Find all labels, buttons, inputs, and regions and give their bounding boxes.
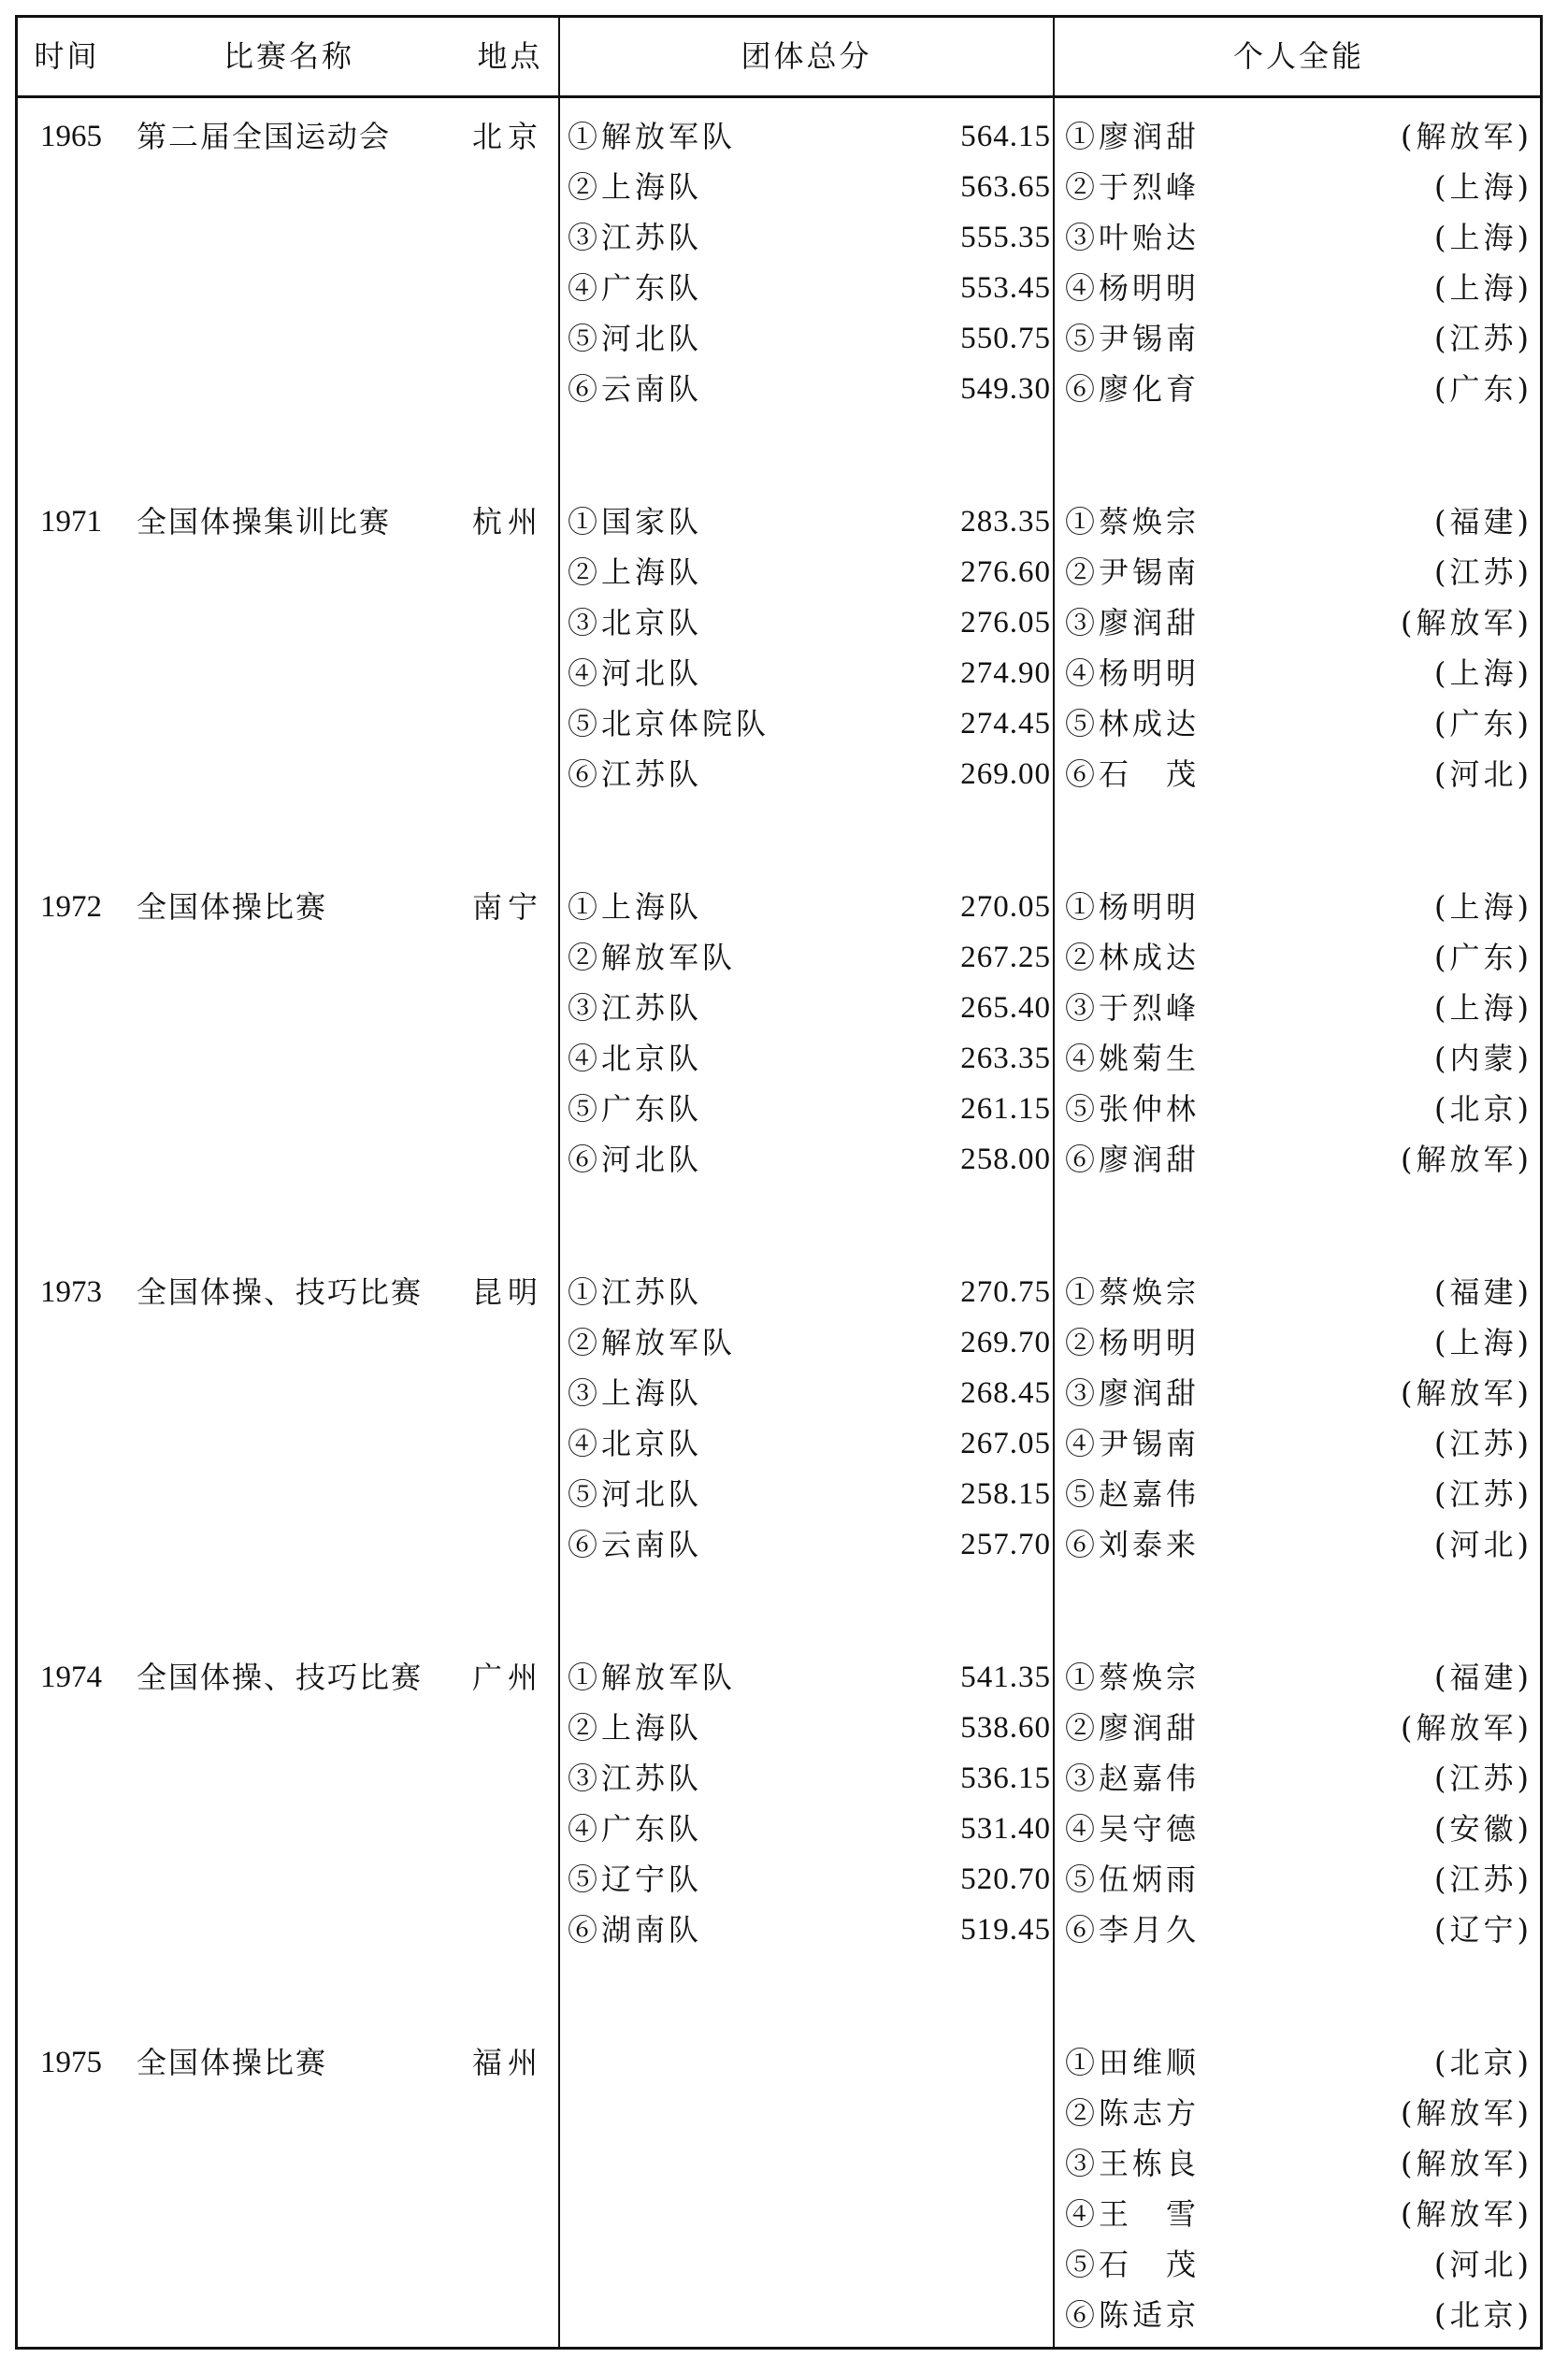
- team-name: ③江苏队: [568, 220, 703, 255]
- athlete-name: ④杨明明: [1065, 655, 1201, 691]
- athlete-team: (解放军): [1401, 1375, 1532, 1411]
- team-score: 257.70: [960, 1528, 1051, 1561]
- athlete-team: (江苏): [1434, 1426, 1532, 1461]
- athlete-team: (河北): [1434, 2247, 1532, 2282]
- athlete-team: (辽宁): [1434, 1912, 1532, 1948]
- athlete-name: ⑤赵嘉伟: [1065, 1476, 1201, 1512]
- team-name: ⑥江苏队: [568, 756, 703, 792]
- athlete-team: (内蒙): [1434, 1041, 1532, 1076]
- team-score: 267.25: [960, 941, 1051, 974]
- header-location: 地点: [477, 38, 543, 74]
- athlete-name: ①蔡焕宗: [1065, 1660, 1201, 1695]
- athlete-team: (解放军): [1401, 605, 1532, 640]
- team-name: ②解放军队: [568, 1325, 737, 1360]
- competition-name: 全国体操集训比赛: [137, 504, 392, 539]
- athlete-team: (上海): [1434, 169, 1532, 205]
- team-score: 274.90: [960, 656, 1051, 690]
- team-score: 276.60: [960, 555, 1051, 589]
- athlete-name: ⑥廖润甜: [1065, 1142, 1201, 1177]
- team-name: ③江苏队: [568, 1761, 703, 1796]
- athlete-team: (江苏): [1434, 1476, 1532, 1512]
- team-score: 258.00: [960, 1143, 1051, 1176]
- athlete-name: ②陈志方: [1065, 2095, 1201, 2131]
- athlete-name: ①杨明明: [1065, 889, 1201, 925]
- athlete-team: (河北): [1434, 1527, 1532, 1562]
- team-name: ③北京队: [568, 605, 703, 640]
- team-score: 263.35: [960, 1042, 1051, 1075]
- competition-year: 1972: [40, 890, 102, 924]
- team-score: 269.00: [960, 757, 1051, 791]
- team-score: 531.40: [960, 1812, 1051, 1846]
- athlete-team: (上海): [1434, 990, 1532, 1026]
- team-score: 268.45: [960, 1376, 1051, 1410]
- athlete-team: (上海): [1434, 889, 1532, 925]
- team-name: ①江苏队: [568, 1274, 703, 1310]
- team-score: 563.65: [960, 170, 1051, 204]
- team-name: ②上海队: [568, 554, 703, 590]
- athlete-name: ⑥廖化育: [1065, 371, 1201, 407]
- team-name: ②上海队: [568, 169, 703, 205]
- team-name: ⑤北京体院队: [568, 706, 770, 741]
- competition-name: 全国体操、技巧比赛: [137, 1274, 424, 1310]
- athlete-team: (江苏): [1434, 554, 1532, 590]
- competition-location: 广州: [472, 1660, 544, 1695]
- team-score: 536.15: [960, 1761, 1051, 1795]
- team-name: ④河北队: [568, 655, 703, 691]
- team-score: 549.30: [960, 372, 1051, 406]
- team-name: ⑤河北队: [568, 321, 703, 356]
- team-score: 267.05: [960, 1427, 1051, 1460]
- athlete-name: ③廖润甜: [1065, 1375, 1201, 1411]
- team-score: 550.75: [960, 322, 1051, 355]
- team-name: ⑤广东队: [568, 1091, 703, 1127]
- athlete-team: (解放军): [1401, 1142, 1532, 1177]
- athlete-team: (福建): [1434, 1660, 1532, 1695]
- team-name: ①上海队: [568, 889, 703, 925]
- team-score: 269.70: [960, 1326, 1051, 1359]
- athlete-name: ⑤石 茂: [1065, 2247, 1201, 2282]
- team-name: ④北京队: [568, 1426, 703, 1461]
- team-score: 283.35: [960, 505, 1051, 539]
- team-score: 261.15: [960, 1092, 1051, 1126]
- athlete-name: ④王 雪: [1065, 2196, 1201, 2232]
- team-score: 265.40: [960, 991, 1051, 1025]
- team-name: ④广东队: [568, 1811, 703, 1847]
- competition-location: 昆明: [472, 1274, 544, 1310]
- athlete-name: ⑥李月久: [1065, 1912, 1201, 1948]
- team-name: ⑥云南队: [568, 1527, 703, 1562]
- team-name: ①国家队: [568, 504, 703, 539]
- athlete-team: (福建): [1434, 504, 1532, 539]
- athlete-team: (江苏): [1434, 1862, 1532, 1897]
- competition-location: 北京: [472, 119, 544, 154]
- athlete-team: (福建): [1434, 1274, 1532, 1310]
- athlete-team: (安徽): [1434, 1811, 1532, 1847]
- team-score: 553.45: [960, 271, 1051, 305]
- team-score: 541.35: [960, 1661, 1051, 1694]
- athlete-name: ④吴守德: [1065, 1811, 1201, 1847]
- athlete-name: ④杨明明: [1065, 270, 1201, 306]
- competition-location: 杭州: [472, 504, 544, 539]
- team-name: ①解放军队: [568, 1660, 737, 1695]
- athlete-name: ⑤林成达: [1065, 706, 1201, 741]
- header-year: 时间: [34, 38, 100, 74]
- athlete-team: (解放军): [1401, 119, 1532, 154]
- team-name: ①解放军队: [568, 119, 737, 154]
- competition-year: 1973: [40, 1275, 102, 1309]
- athlete-name: ③于烈峰: [1065, 990, 1201, 1026]
- team-name: ④北京队: [568, 1041, 703, 1076]
- competition-year: 1974: [40, 1661, 102, 1694]
- team-score: 270.05: [960, 890, 1051, 924]
- athlete-name: ⑤张仲林: [1065, 1091, 1201, 1127]
- athlete-team: (解放军): [1401, 1710, 1532, 1746]
- athlete-team: (上海): [1434, 1325, 1532, 1360]
- team-score: 564.15: [960, 120, 1051, 153]
- athlete-name: ⑤尹锡南: [1065, 321, 1201, 356]
- athlete-name: ④姚菊生: [1065, 1041, 1201, 1076]
- team-name: ②解放军队: [568, 940, 737, 975]
- team-name: ⑥湖南队: [568, 1912, 703, 1948]
- header-competition: 比赛名称: [223, 38, 354, 74]
- athlete-name: ③廖润甜: [1065, 605, 1201, 640]
- athlete-team: (北京): [1434, 2045, 1532, 2080]
- results-table: [15, 15, 1543, 2350]
- athlete-name: ②廖润甜: [1065, 1710, 1201, 1746]
- team-score: 520.70: [960, 1862, 1051, 1896]
- team-score: 274.45: [960, 707, 1051, 740]
- athlete-team: (河北): [1434, 756, 1532, 792]
- header-team-total: 团体总分: [741, 38, 872, 74]
- column-divider: [558, 18, 560, 2347]
- header-divider: [18, 95, 1540, 98]
- athlete-team: (广东): [1434, 371, 1532, 407]
- athlete-name: ③赵嘉伟: [1065, 1761, 1201, 1796]
- competition-name: 全国体操比赛: [137, 2045, 328, 2080]
- team-name: ⑤辽宁队: [568, 1862, 703, 1897]
- athlete-name: ④尹锡南: [1065, 1426, 1201, 1461]
- team-name: ⑥河北队: [568, 1142, 703, 1177]
- team-name: ⑤河北队: [568, 1476, 703, 1512]
- team-score: 270.75: [960, 1275, 1051, 1309]
- team-name: ③上海队: [568, 1375, 703, 1411]
- athlete-name: ③叶贻达: [1065, 220, 1201, 255]
- athlete-team: (解放军): [1401, 2095, 1532, 2131]
- competition-name: 第二届全国运动会: [137, 119, 392, 154]
- competition-location: 福州: [472, 2045, 544, 2080]
- competition-year: 1971: [40, 505, 102, 539]
- athlete-team: (上海): [1434, 655, 1532, 691]
- athlete-name: ①田维顺: [1065, 2045, 1201, 2080]
- athlete-name: ②杨明明: [1065, 1325, 1201, 1360]
- competition-name: 全国体操、技巧比赛: [137, 1660, 424, 1695]
- competition-year: 1965: [40, 120, 102, 153]
- team-name: ④广东队: [568, 270, 703, 306]
- competition-name: 全国体操比赛: [137, 889, 328, 925]
- team-name: ③江苏队: [568, 990, 703, 1026]
- athlete-name: ①蔡焕宗: [1065, 504, 1201, 539]
- athlete-name: ③王栋良: [1065, 2146, 1201, 2181]
- competition-year: 1975: [40, 2046, 102, 2079]
- athlete-name: ⑥陈适京: [1065, 2297, 1201, 2333]
- athlete-team: (广东): [1434, 706, 1532, 741]
- team-score: 519.45: [960, 1913, 1051, 1947]
- athlete-team: (解放军): [1401, 2196, 1532, 2232]
- team-name: ②上海队: [568, 1710, 703, 1746]
- athlete-team: (上海): [1434, 220, 1532, 255]
- team-score: 538.60: [960, 1711, 1051, 1745]
- athlete-name: ②林成达: [1065, 940, 1201, 975]
- athlete-name: ⑥石 茂: [1065, 756, 1201, 792]
- athlete-team: (北京): [1434, 1091, 1532, 1127]
- athlete-team: (北京): [1434, 2297, 1532, 2333]
- athlete-team: (上海): [1434, 270, 1532, 306]
- athlete-name: ②尹锡南: [1065, 554, 1201, 590]
- header-individual: 个人全能: [1232, 38, 1364, 74]
- team-name: ⑥云南队: [568, 371, 703, 407]
- athlete-name: ①蔡焕宗: [1065, 1274, 1201, 1310]
- athlete-name: ①廖润甜: [1065, 119, 1201, 154]
- competition-location: 南宁: [472, 889, 544, 925]
- athlete-team: (江苏): [1434, 1761, 1532, 1796]
- column-divider: [1053, 18, 1055, 2347]
- athlete-name: ⑤伍炳雨: [1065, 1862, 1201, 1897]
- athlete-team: (解放军): [1401, 2146, 1532, 2181]
- team-score: 276.05: [960, 606, 1051, 640]
- athlete-name: ②于烈峰: [1065, 169, 1201, 205]
- athlete-team: (广东): [1434, 940, 1532, 975]
- team-score: 258.15: [960, 1477, 1051, 1511]
- athlete-name: ⑥刘泰来: [1065, 1527, 1201, 1562]
- athlete-team: (江苏): [1434, 321, 1532, 356]
- team-score: 555.35: [960, 221, 1051, 254]
